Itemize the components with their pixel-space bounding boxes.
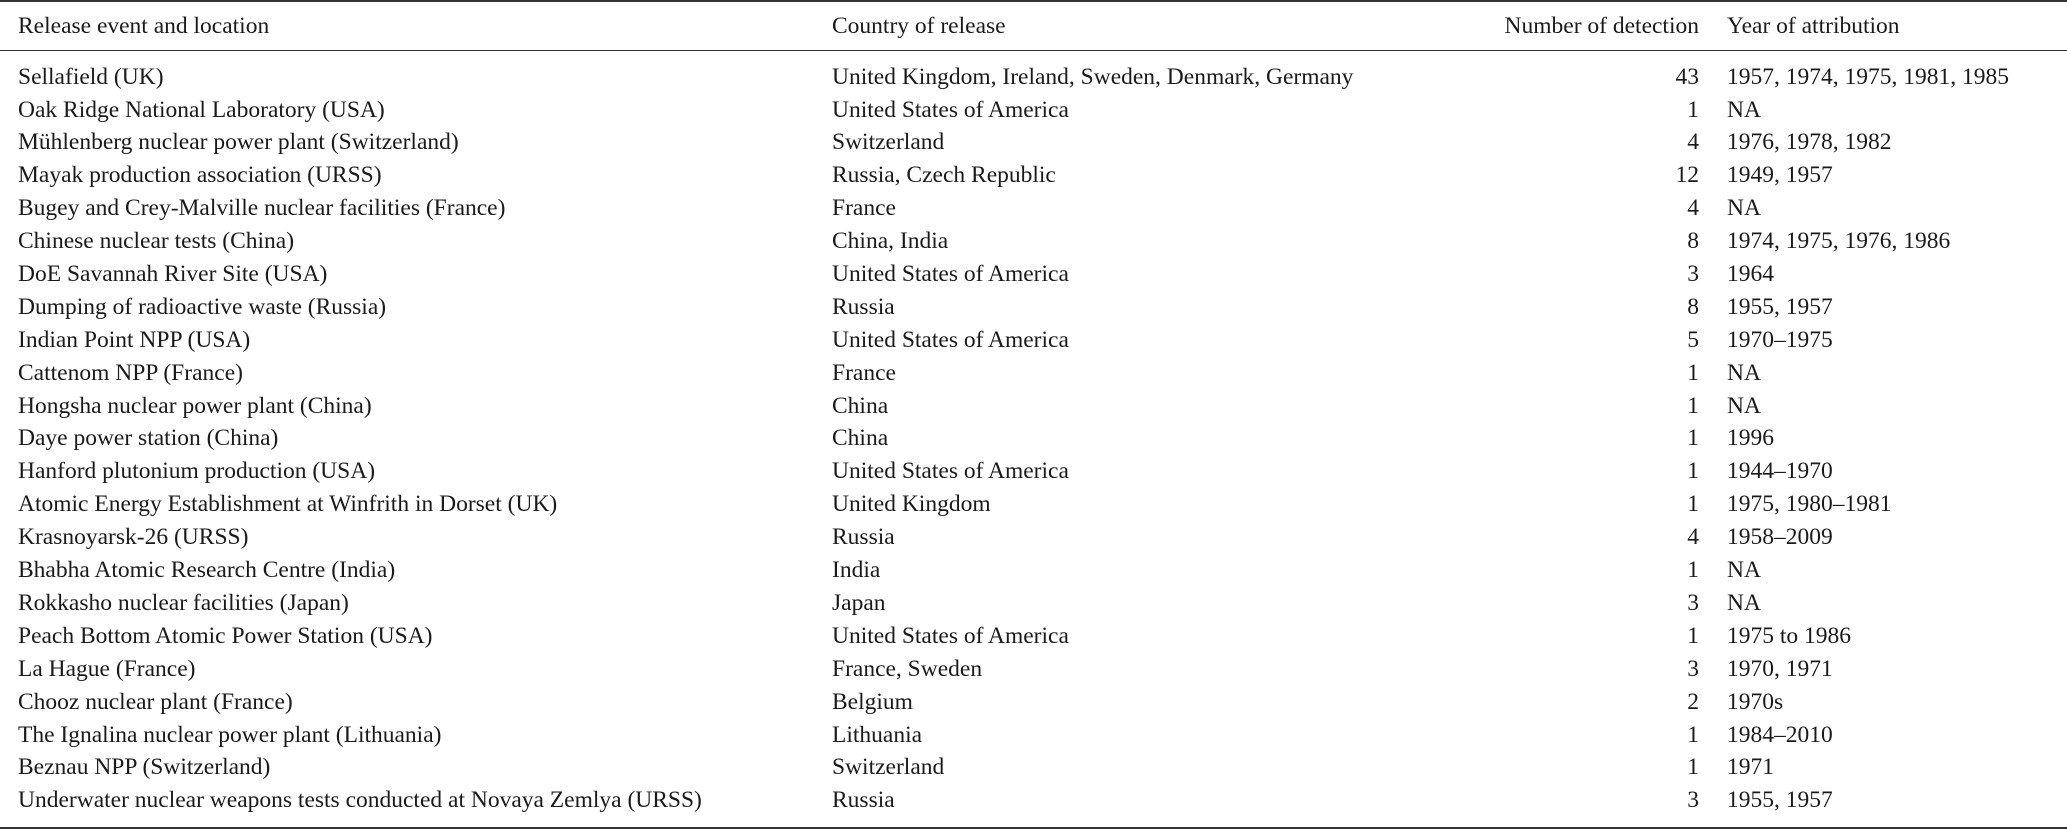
table-row xyxy=(0,193,2067,226)
cell-detections: 4 xyxy=(1687,524,1699,551)
cell-country: United Kingdom, Ireland, Sweden, Denmark, Germany xyxy=(832,63,1354,90)
cell-year: 1975 to 1986 xyxy=(1727,622,1852,649)
cell-detections: 3 xyxy=(1687,787,1699,814)
cell-event: Hanford plutonium production (USA) xyxy=(18,458,376,485)
cell-country: Switzerland xyxy=(832,129,945,156)
cell-event: Mayak production association (URSS) xyxy=(18,162,382,189)
cell-event: Oak Ridge National Laboratory (USA) xyxy=(18,96,385,123)
cell-event: Bugey and Crey-Malville nuclear facilities (France) xyxy=(18,195,506,222)
header-country: Country of release xyxy=(832,1,1468,51)
cell-year: 1955, 1957 xyxy=(1727,293,1833,320)
table-header xyxy=(0,1,2067,51)
table-row xyxy=(0,258,2067,291)
cell-year: 1957, 1974, 1975, 1981, 1985 xyxy=(1727,63,2009,90)
header-row xyxy=(0,1,2067,51)
cell-year: 1944–1970 xyxy=(1727,458,1833,485)
cell-year: 1970–1975 xyxy=(1727,326,1833,353)
cell-country: Lithuania xyxy=(832,721,923,748)
cell-country: China xyxy=(832,425,889,452)
cell-detections: 1 xyxy=(1687,754,1699,781)
cell-year: 1984–2010 xyxy=(1727,721,1833,748)
header-year: Year of attribution xyxy=(1727,1,2067,51)
cell-detections: 5 xyxy=(1687,326,1699,353)
table-row xyxy=(0,653,2067,686)
cell-year: NA xyxy=(1727,557,1761,584)
cell-year: 1971 xyxy=(1727,754,1774,781)
cell-country: United States of America xyxy=(832,326,1069,353)
cell-country: France xyxy=(832,195,896,222)
table-spacer xyxy=(0,51,2067,62)
table-row xyxy=(0,357,2067,390)
cell-detections: 8 xyxy=(1687,228,1699,255)
cell-country: Belgium xyxy=(832,688,913,715)
cell-detections: 8 xyxy=(1687,293,1699,320)
cell-detections: 1 xyxy=(1687,359,1699,386)
cell-event: DoE Savannah River Site (USA) xyxy=(18,261,328,288)
table-row xyxy=(0,521,2067,554)
cell-country: France, Sweden xyxy=(832,655,983,682)
cell-country: United Kingdom xyxy=(832,491,991,518)
cell-detections: 1 xyxy=(1687,96,1699,123)
table-row xyxy=(0,160,2067,193)
cell-country: United States of America xyxy=(832,96,1069,123)
cell-event: Dumping of radioactive waste (Russia) xyxy=(18,293,387,320)
table-row xyxy=(0,686,2067,719)
cell-country: Russia xyxy=(832,524,895,551)
cell-year: NA xyxy=(1727,392,1761,419)
cell-year: NA xyxy=(1727,96,1761,123)
cell-year: 1964 xyxy=(1727,261,1774,288)
cell-event: Beznau NPP (Switzerland) xyxy=(18,754,271,781)
cell-event: Bhabha Atomic Research Centre (India) xyxy=(18,557,396,584)
cell-country: Japan xyxy=(832,589,886,616)
cell-year: 1970, 1971 xyxy=(1727,655,1833,682)
cell-event: Hongsha nuclear power plant (China) xyxy=(18,392,372,419)
cell-year: 1949, 1957 xyxy=(1727,162,1833,189)
table-row xyxy=(0,752,2067,785)
header-detections: Number of detection xyxy=(1468,1,1727,51)
cell-country: United States of America xyxy=(832,458,1069,485)
cell-year: NA xyxy=(1727,195,1761,222)
cell-year: 1975, 1980–1981 xyxy=(1727,491,1892,518)
cell-event: Chooz nuclear plant (France) xyxy=(18,688,293,715)
table-row xyxy=(0,554,2067,587)
table-row xyxy=(0,225,2067,258)
table-row xyxy=(0,390,2067,423)
cell-country: United States of America xyxy=(832,261,1069,288)
table-row xyxy=(0,94,2067,127)
cell-detections: 2 xyxy=(1687,688,1699,715)
cell-event: Indian Point NPP (USA) xyxy=(18,326,251,353)
cell-detections: 3 xyxy=(1687,589,1699,616)
cell-detections: 1 xyxy=(1687,392,1699,419)
cell-detections: 1 xyxy=(1687,491,1699,518)
cell-detections: 12 xyxy=(1675,162,1699,189)
cell-event: Daye power station (China) xyxy=(18,425,279,452)
cell-country: Switzerland xyxy=(832,754,945,781)
cell-event: Underwater nuclear weapons tests conducted at Novaya Zemlya (URSS) xyxy=(18,787,702,814)
cell-detections: 3 xyxy=(1687,655,1699,682)
cell-country: Russia, Czech Republic xyxy=(832,162,1056,189)
cell-country: France xyxy=(832,359,896,386)
cell-country: Russia xyxy=(832,293,895,320)
cell-detections: 43 xyxy=(1675,63,1699,90)
cell-country: China xyxy=(832,392,889,419)
table-row xyxy=(0,423,2067,456)
cell-event: Sellafield (UK) xyxy=(18,63,164,90)
cell-year: NA xyxy=(1727,589,1761,616)
cell-country: Russia xyxy=(832,787,895,814)
cell-country: India xyxy=(832,557,881,584)
cell-country: China, India xyxy=(832,228,949,255)
cell-detections: 4 xyxy=(1687,195,1699,222)
cell-event: Rokkasho nuclear facilities (Japan) xyxy=(18,589,349,616)
table-row xyxy=(0,719,2067,752)
table-row xyxy=(0,456,2067,489)
cell-detections: 1 xyxy=(1687,458,1699,485)
cell-year: 1996 xyxy=(1727,425,1774,452)
cell-detections: 4 xyxy=(1687,129,1699,156)
cell-detections: 1 xyxy=(1687,425,1699,452)
table-row xyxy=(0,620,2067,653)
cell-detections: 1 xyxy=(1687,622,1699,649)
table-row xyxy=(0,785,2067,818)
table-row xyxy=(0,587,2067,620)
table-row xyxy=(0,324,2067,357)
cell-event: La Hague (France) xyxy=(18,655,196,682)
cell-event: Mühlenberg nuclear power plant (Switzerland) xyxy=(18,129,459,156)
table-body xyxy=(0,51,2067,829)
cell-year: 1974, 1975, 1976, 1986 xyxy=(1727,228,1951,255)
cell-event: Peach Bottom Atomic Power Station (USA) xyxy=(18,622,433,649)
cell-year: 1976, 1978, 1982 xyxy=(1727,129,1892,156)
cell-year: 1970s xyxy=(1727,688,1784,715)
cell-year: 1955, 1957 xyxy=(1727,787,1833,814)
cell-year: 1958–2009 xyxy=(1727,524,1833,551)
table-row xyxy=(0,61,2067,94)
header-event: Release event and location xyxy=(0,1,832,51)
table-row xyxy=(0,489,2067,522)
cell-detections: 1 xyxy=(1687,721,1699,748)
cell-country: United States of America xyxy=(832,622,1069,649)
cell-event: Krasnoyarsk-26 (URSS) xyxy=(18,524,249,551)
table-row xyxy=(0,291,2067,324)
cell-event: The Ignalina nuclear power plant (Lithuania) xyxy=(18,721,442,748)
cell-event: Chinese nuclear tests (China) xyxy=(18,228,295,255)
cell-event: Cattenom NPP (France) xyxy=(18,359,243,386)
cell-event: Atomic Energy Establishment at Winfrith in Dorset (UK) xyxy=(18,491,558,518)
cell-year: NA xyxy=(1727,359,1761,386)
table-row xyxy=(0,127,2067,160)
cell-detections: 1 xyxy=(1687,557,1699,584)
cell-detections: 3 xyxy=(1687,261,1699,288)
